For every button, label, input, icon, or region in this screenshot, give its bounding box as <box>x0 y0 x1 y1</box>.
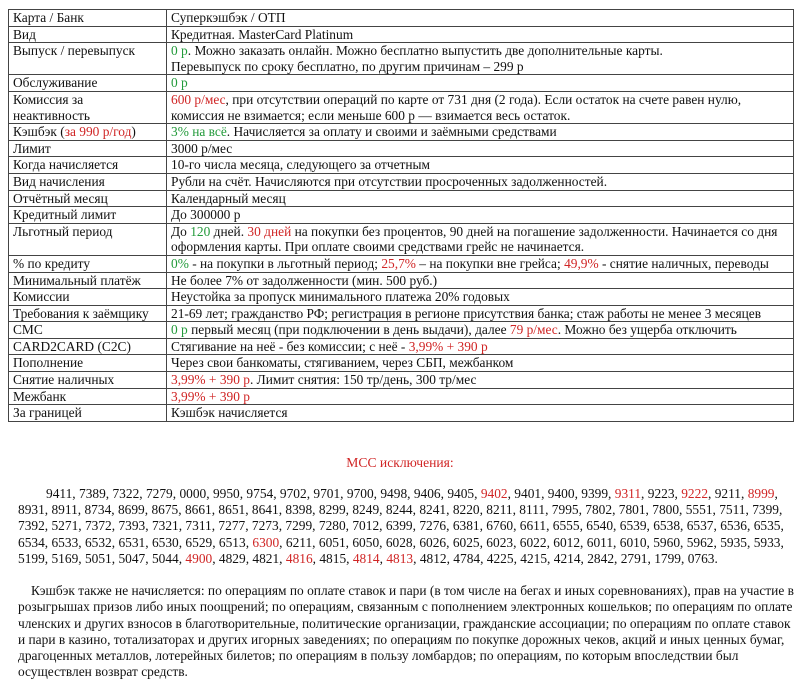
mcc-code: 8661 <box>184 502 212 518</box>
text-run: ) <box>131 124 136 140</box>
mcc-code: 7321 <box>151 518 179 534</box>
mcc-code: 4812 <box>419 550 447 566</box>
mcc-code: 8675 <box>151 502 179 518</box>
table-row <box>9 355 794 372</box>
table-row <box>9 43 794 75</box>
text-run: 3,99% + 390 р <box>408 338 488 354</box>
row-value <box>167 75 794 92</box>
card-terms-table <box>8 9 794 422</box>
row-label: Снятие наличных <box>9 372 167 389</box>
mcc-code: 9400 <box>547 486 575 501</box>
mcc-code: 8999 <box>747 486 775 501</box>
mcc-code: 6011 <box>586 534 614 550</box>
mcc-code: 6381 <box>452 518 480 534</box>
table-row <box>9 388 794 405</box>
row-label: Отчётный месяц <box>9 190 167 207</box>
mcc-code: 6025 <box>452 534 480 550</box>
mcc-code: 5044 <box>151 550 179 566</box>
mcc-code: 4900 <box>185 550 213 566</box>
text-run: 10-го числа месяца, следующего за отчетным <box>171 157 431 173</box>
text-run: на покупки без процентов, 90 дней на погашение задолженности. Начинается со дня оформления карты. При оплате своими средствами грейс не начинается. <box>171 223 778 255</box>
table-row <box>9 140 794 157</box>
mcc-code: 8699 <box>117 502 145 518</box>
text-run: , при отсутствии операций по карте от 731 дня (2 года). Если остаток на счете равен нулю, комиссия не взимается; если меньше 600 р — взимается весь остаток. <box>171 91 742 123</box>
mcc-code: 6536 <box>720 518 747 534</box>
mcc-code: 6535 <box>753 518 781 534</box>
mcc-code: 8299 <box>318 502 346 518</box>
text-run: 30 дней <box>247 223 292 239</box>
mcc-code: 6028 <box>385 534 413 550</box>
mcc-code: 8249 <box>352 502 380 518</box>
mcc-code: 4814 <box>352 550 380 566</box>
row-value <box>167 173 794 190</box>
mcc-code: 4816 <box>285 550 313 566</box>
mcc-code: 6050 <box>352 534 380 550</box>
mcc-code: 6023 <box>486 534 514 550</box>
row-value <box>167 289 794 306</box>
mcc-code: 8211 <box>486 502 513 518</box>
mcc-code: 9701 <box>313 486 341 501</box>
mcc-code: 6538 <box>653 518 681 534</box>
row-label: Выпуск / перевыпуск <box>9 43 167 75</box>
mcc-code: 6211 <box>285 534 313 550</box>
mcc-code: 5271 <box>51 518 79 534</box>
text-run: - снятие наличных, переводы <box>598 255 769 271</box>
table-row <box>9 26 794 43</box>
row-value <box>167 405 794 422</box>
mcc-code: 2791 <box>620 550 648 566</box>
mcc-code: 4813 <box>386 550 414 566</box>
text-run: 3,99% + 390 р <box>171 388 250 404</box>
mcc-code: 7311 <box>185 518 212 534</box>
mcc-code: 6010 <box>619 534 647 550</box>
mcc-code: 5551 <box>685 502 713 518</box>
mcc-code: 9411 <box>46 486 73 501</box>
mcc-code: 7279 <box>145 486 173 501</box>
mcc-code: 7322 <box>112 486 140 501</box>
mcc-code: 6540 <box>586 518 614 534</box>
mcc-code: 8398 <box>285 502 313 518</box>
mcc-code: 6513 <box>218 534 246 550</box>
table-row <box>9 372 794 389</box>
mcc-code: 6760 <box>486 518 514 534</box>
mcc-code: 7012 <box>352 518 380 534</box>
text-run: 0 р <box>171 43 188 59</box>
row-value <box>167 372 794 389</box>
text-run: До 300000 р <box>171 207 241 223</box>
mcc-code: 6534 <box>18 534 45 550</box>
table-row <box>9 305 794 322</box>
table-row <box>9 75 794 92</box>
text-run: 0 р <box>171 75 188 91</box>
text-run: Кэшбэк ( <box>13 124 65 140</box>
row-value <box>167 305 794 322</box>
text-run: первый месяц (при подключении в день выдачи), далее <box>187 322 510 338</box>
text-run: 0% <box>171 255 189 271</box>
mcc-code: 7393 <box>118 518 146 534</box>
mcc-code: 7389 <box>79 486 106 501</box>
mcc-code: 5199 <box>18 550 45 566</box>
mcc-code: 9222 <box>681 486 709 501</box>
mcc-code: 7800 <box>652 502 680 518</box>
mcc-code: 4815 <box>319 550 347 566</box>
cashback-exclusions-note: Кэшбэк также не начисляется: по операциям по оплате ставок и пари (в том числе на бегах и иных соревнованиях), прав на участие в розыгрышах призов либо иных поощрений; по операциям, связанным с пополнением электронных кошельков; по операциям по оплате членских и других взносов в благотворительные, политические организации, гражданские ассоциации; по операциям по оплате ставок и пари в казино, тотализаторах и других игорных заведениях; по операциям по покупке дорожных чеков, акций и иных ценных бумаг, драгоценных металлов, лотерейных билетов; по операциям в пользу ломбардов; по операциям, по которым впоследствии был осуществлен возврат средств. <box>18 583 794 680</box>
mcc-code: 2842 <box>587 550 615 566</box>
table-row <box>9 289 794 306</box>
text-run: . Можно заказать онлайн. Можно бесплатно выпустить две дополнительные карты. <box>187 43 663 59</box>
row-label: Пополнение <box>9 355 167 372</box>
row-label: Льготный период <box>9 223 167 255</box>
row-value <box>167 10 794 27</box>
text-run: До <box>171 223 191 239</box>
mcc-code: 7392 <box>18 518 45 534</box>
mcc-code: 9223 <box>647 486 675 501</box>
row-value <box>167 157 794 174</box>
mcc-code: 9406 <box>413 486 441 501</box>
text-run: Кредитная. MasterCard Platinum <box>171 26 354 42</box>
table-row <box>9 190 794 207</box>
mcc-code: 7399 <box>752 502 779 518</box>
mcc-code: 5051 <box>84 550 112 566</box>
mcc-code: 6026 <box>419 534 447 550</box>
text-run: Стягивание на неё - без комиссии; с неё - <box>171 338 409 354</box>
text-run: Суперкэшбэк / ОТП <box>171 10 286 25</box>
mcc-code: 9402 <box>480 486 508 501</box>
text-run: . Можно без ущерба отключить <box>557 322 737 338</box>
table-row <box>9 157 794 174</box>
mcc-code: 6532 <box>84 534 112 550</box>
text-run: Кэшбэк начисляется <box>171 405 288 421</box>
mcc-code: 7801 <box>618 502 646 518</box>
mcc-code: 4821 <box>252 550 280 566</box>
mcc-code: 8220 <box>452 502 480 518</box>
mcc-exclusions-title: МСС исключения: <box>346 455 454 470</box>
row-value <box>167 190 794 207</box>
mcc-code: 5960 <box>653 534 681 550</box>
text-run: 0 р <box>171 322 188 338</box>
mcc-code: 7802 <box>585 502 613 518</box>
mcc-code: 8651 <box>218 502 246 518</box>
mcc-code: 5935 <box>720 534 747 550</box>
table-row <box>9 207 794 224</box>
mcc-code: 9702 <box>279 486 307 501</box>
mcc-code: 9401 <box>514 486 542 501</box>
mcc-code: 6529 <box>185 534 213 550</box>
mcc-code: 6611 <box>519 518 547 534</box>
row-value <box>167 124 794 141</box>
table-row <box>9 272 794 289</box>
mcc-code: 5933 <box>753 534 781 550</box>
mcc-code: 8931 <box>18 502 45 518</box>
mcc-code: 9211 <box>714 486 742 501</box>
row-value <box>167 43 794 75</box>
mcc-code: 9754 <box>246 486 274 501</box>
table-row <box>9 10 794 27</box>
mcc-code: 9700 <box>346 486 374 501</box>
row-value <box>167 26 794 43</box>
text-run: 49,9% <box>564 255 599 271</box>
row-value <box>167 272 794 289</box>
mcc-code: 6555 <box>552 518 580 534</box>
text-run: . Лимит снятия: 150 тр/день, 300 тр/мес <box>249 372 477 388</box>
table-row <box>9 124 794 141</box>
mcc-code: 8241 <box>419 502 447 518</box>
row-label: CARD2CARD (C2C) <box>9 338 167 355</box>
text-run: – на покупки вне грейса; <box>415 255 565 271</box>
mcc-code: 9498 <box>380 486 408 501</box>
text-run: Перевыпуск по сроку бесплатно, по другим причинам – 299 р <box>171 58 524 74</box>
mcc-code: 8111 <box>519 502 546 518</box>
mcc-code: 8911 <box>51 502 78 518</box>
text-run: 79 р/мес <box>509 322 558 338</box>
row-label: % по кредиту <box>9 255 167 272</box>
table-row <box>9 405 794 422</box>
mcc-code: 0000 <box>179 486 207 501</box>
text-run: Через свои банкоматы, стягиванием, через СБП, межбанком <box>171 355 514 371</box>
mcc-code: 6539 <box>619 518 647 534</box>
mcc-code: 4214 <box>553 550 581 566</box>
mcc-code: 9405 <box>447 486 475 501</box>
mcc-code: 6531 <box>118 534 146 550</box>
row-label: Вид начисления <box>9 173 167 190</box>
mcc-code: 0763 <box>687 550 715 566</box>
mcc-code: 1799 <box>654 550 681 566</box>
row-label: За границей <box>9 405 167 422</box>
text-run: за 990 р/год <box>64 124 132 140</box>
mcc-code: 7280 <box>318 518 346 534</box>
mcc-code: 6533 <box>51 534 79 550</box>
mcc-code: 7299 <box>285 518 313 534</box>
mcc-code: 5169 <box>51 550 79 566</box>
mcc-code: 5047 <box>118 550 146 566</box>
mcc-code: 7995 <box>551 502 579 518</box>
mcc-code: 9311 <box>614 486 642 501</box>
mcc-code: 8641 <box>251 502 279 518</box>
mcc-code: 9950 <box>212 486 240 501</box>
text-run: Не более 7% от задолженности (мин. 500 руб.) <box>171 272 438 288</box>
mcc-code: 7276 <box>419 518 447 534</box>
text-run: дней. <box>210 223 248 239</box>
row-label: Когда начисляется <box>9 157 167 174</box>
card-terms-table-body <box>9 10 794 422</box>
text-run: Неустойка за пропуск минимального платежа 20% годовых <box>171 289 510 305</box>
mcc-code: 7511 <box>719 502 746 518</box>
row-value <box>167 322 794 339</box>
table-row <box>9 322 794 339</box>
row-label: Требования к заёмщику <box>9 305 167 322</box>
mcc-code: 9399 <box>581 486 609 501</box>
row-label: Карта / Банк <box>9 10 167 27</box>
row-value <box>167 91 794 123</box>
row-label: Комиссии <box>9 289 167 306</box>
table-row <box>9 91 794 123</box>
mcc-code: 8244 <box>385 502 413 518</box>
mcc-code: 4225 <box>486 550 514 566</box>
mcc-code: 6300 <box>252 534 280 550</box>
row-label: Межбанк <box>9 388 167 405</box>
text-run: 25,7% <box>381 255 416 271</box>
mcc-code: 5962 <box>686 534 714 550</box>
mcc-code: 7372 <box>84 518 112 534</box>
row-value <box>167 255 794 272</box>
text-run: 600 р/мес <box>171 91 226 107</box>
mcc-code: 4215 <box>520 550 548 566</box>
mcc-code: 6530 <box>151 534 179 550</box>
text-run: 120 <box>190 223 211 239</box>
text-run: 3% на всё <box>171 124 227 140</box>
row-label: Кредитный лимит <box>9 207 167 224</box>
mcc-code: 4829 <box>218 550 246 566</box>
mcc-code: 6399 <box>385 518 413 534</box>
mcc-code: 4784 <box>453 550 481 566</box>
row-label: СМС <box>9 322 167 339</box>
row-label: Лимит <box>9 140 167 157</box>
text-run: Календарный месяц <box>171 190 286 206</box>
text-run: . Начисляется за оплату и своими и заёмными средствами <box>226 124 557 140</box>
mcc-code: 7273 <box>251 518 279 534</box>
row-label <box>9 124 167 141</box>
row-label: Комиссия за неактивность <box>9 91 167 123</box>
row-value <box>167 388 794 405</box>
table-row <box>9 255 794 272</box>
row-value <box>167 338 794 355</box>
row-value <box>167 140 794 157</box>
table-row <box>9 173 794 190</box>
row-value <box>167 355 794 372</box>
text-run: 21-69 лет; гражданство РФ; регистрация в регионе присутствия банка; стаж работы не менее 3 месяцев <box>171 305 762 321</box>
mcc-code: 7277 <box>218 518 246 534</box>
row-label: Минимальный платёж <box>9 272 167 289</box>
table-row <box>9 338 794 355</box>
mcc-code: 6537 <box>686 518 714 534</box>
mcc-code: 6012 <box>553 534 581 550</box>
mcc-codes-list: 9411, 7389, 7322, 7279, 0000, 9950, 9754, 9702, 9701, 9700, 9498, 9406, 9405, 9402, 9401, 9400, 9399, 9311, 9223, 9222, 9211, 8999, 8931, 8911, 8734, 8699, 8675, 8661, 8651, 8641, 8398, 8299, 8249, 8244, 8241, 8220, 8211, 8111, 7995, 7802, 7801, 7800, 5551, 7511, 7399, 7392, 5271, 7372, 7393, 7321, 7311, 7277, 7273, 7299, 7280, 7012, 6399, 7276, 6381, 6760, 6611, 6555, 6540, 6539, 6538, 6537, 6536, 6535, 6534, 6533, 6532, 6531, 6530, 6529, 6513, 6300, 6211, 6051, 6050, 6028, 6026, 6025, 6023, 6022, 6012, 6011, 6010, 5960, 5962, 5935, 5933, 5199, 5169, 5051, 5047, 5044, 4900, 4829, 4821, 4816, 4815, 4814, 4813, 4812, 4784, 4225, 4215, 4214, 2842, 2791, 1799, 0763. <box>18 486 784 566</box>
row-label: Обслуживание <box>9 75 167 92</box>
mcc-code: 6051 <box>318 534 346 550</box>
mcc-code: 6022 <box>519 534 547 550</box>
text-run: - на покупки в льготный период; <box>188 255 382 271</box>
row-value <box>167 223 794 255</box>
text-run: 3000 р/мес <box>171 140 233 156</box>
row-label: Вид <box>9 26 167 43</box>
mcc-code: 8734 <box>84 502 112 518</box>
text-run: Рубли на счёт. Начисляются при отсутствии просроченных задолженностей. <box>171 173 608 189</box>
text-run: 3,99% + 390 р <box>171 372 250 388</box>
table-row <box>9 223 794 255</box>
row-value <box>167 207 794 224</box>
